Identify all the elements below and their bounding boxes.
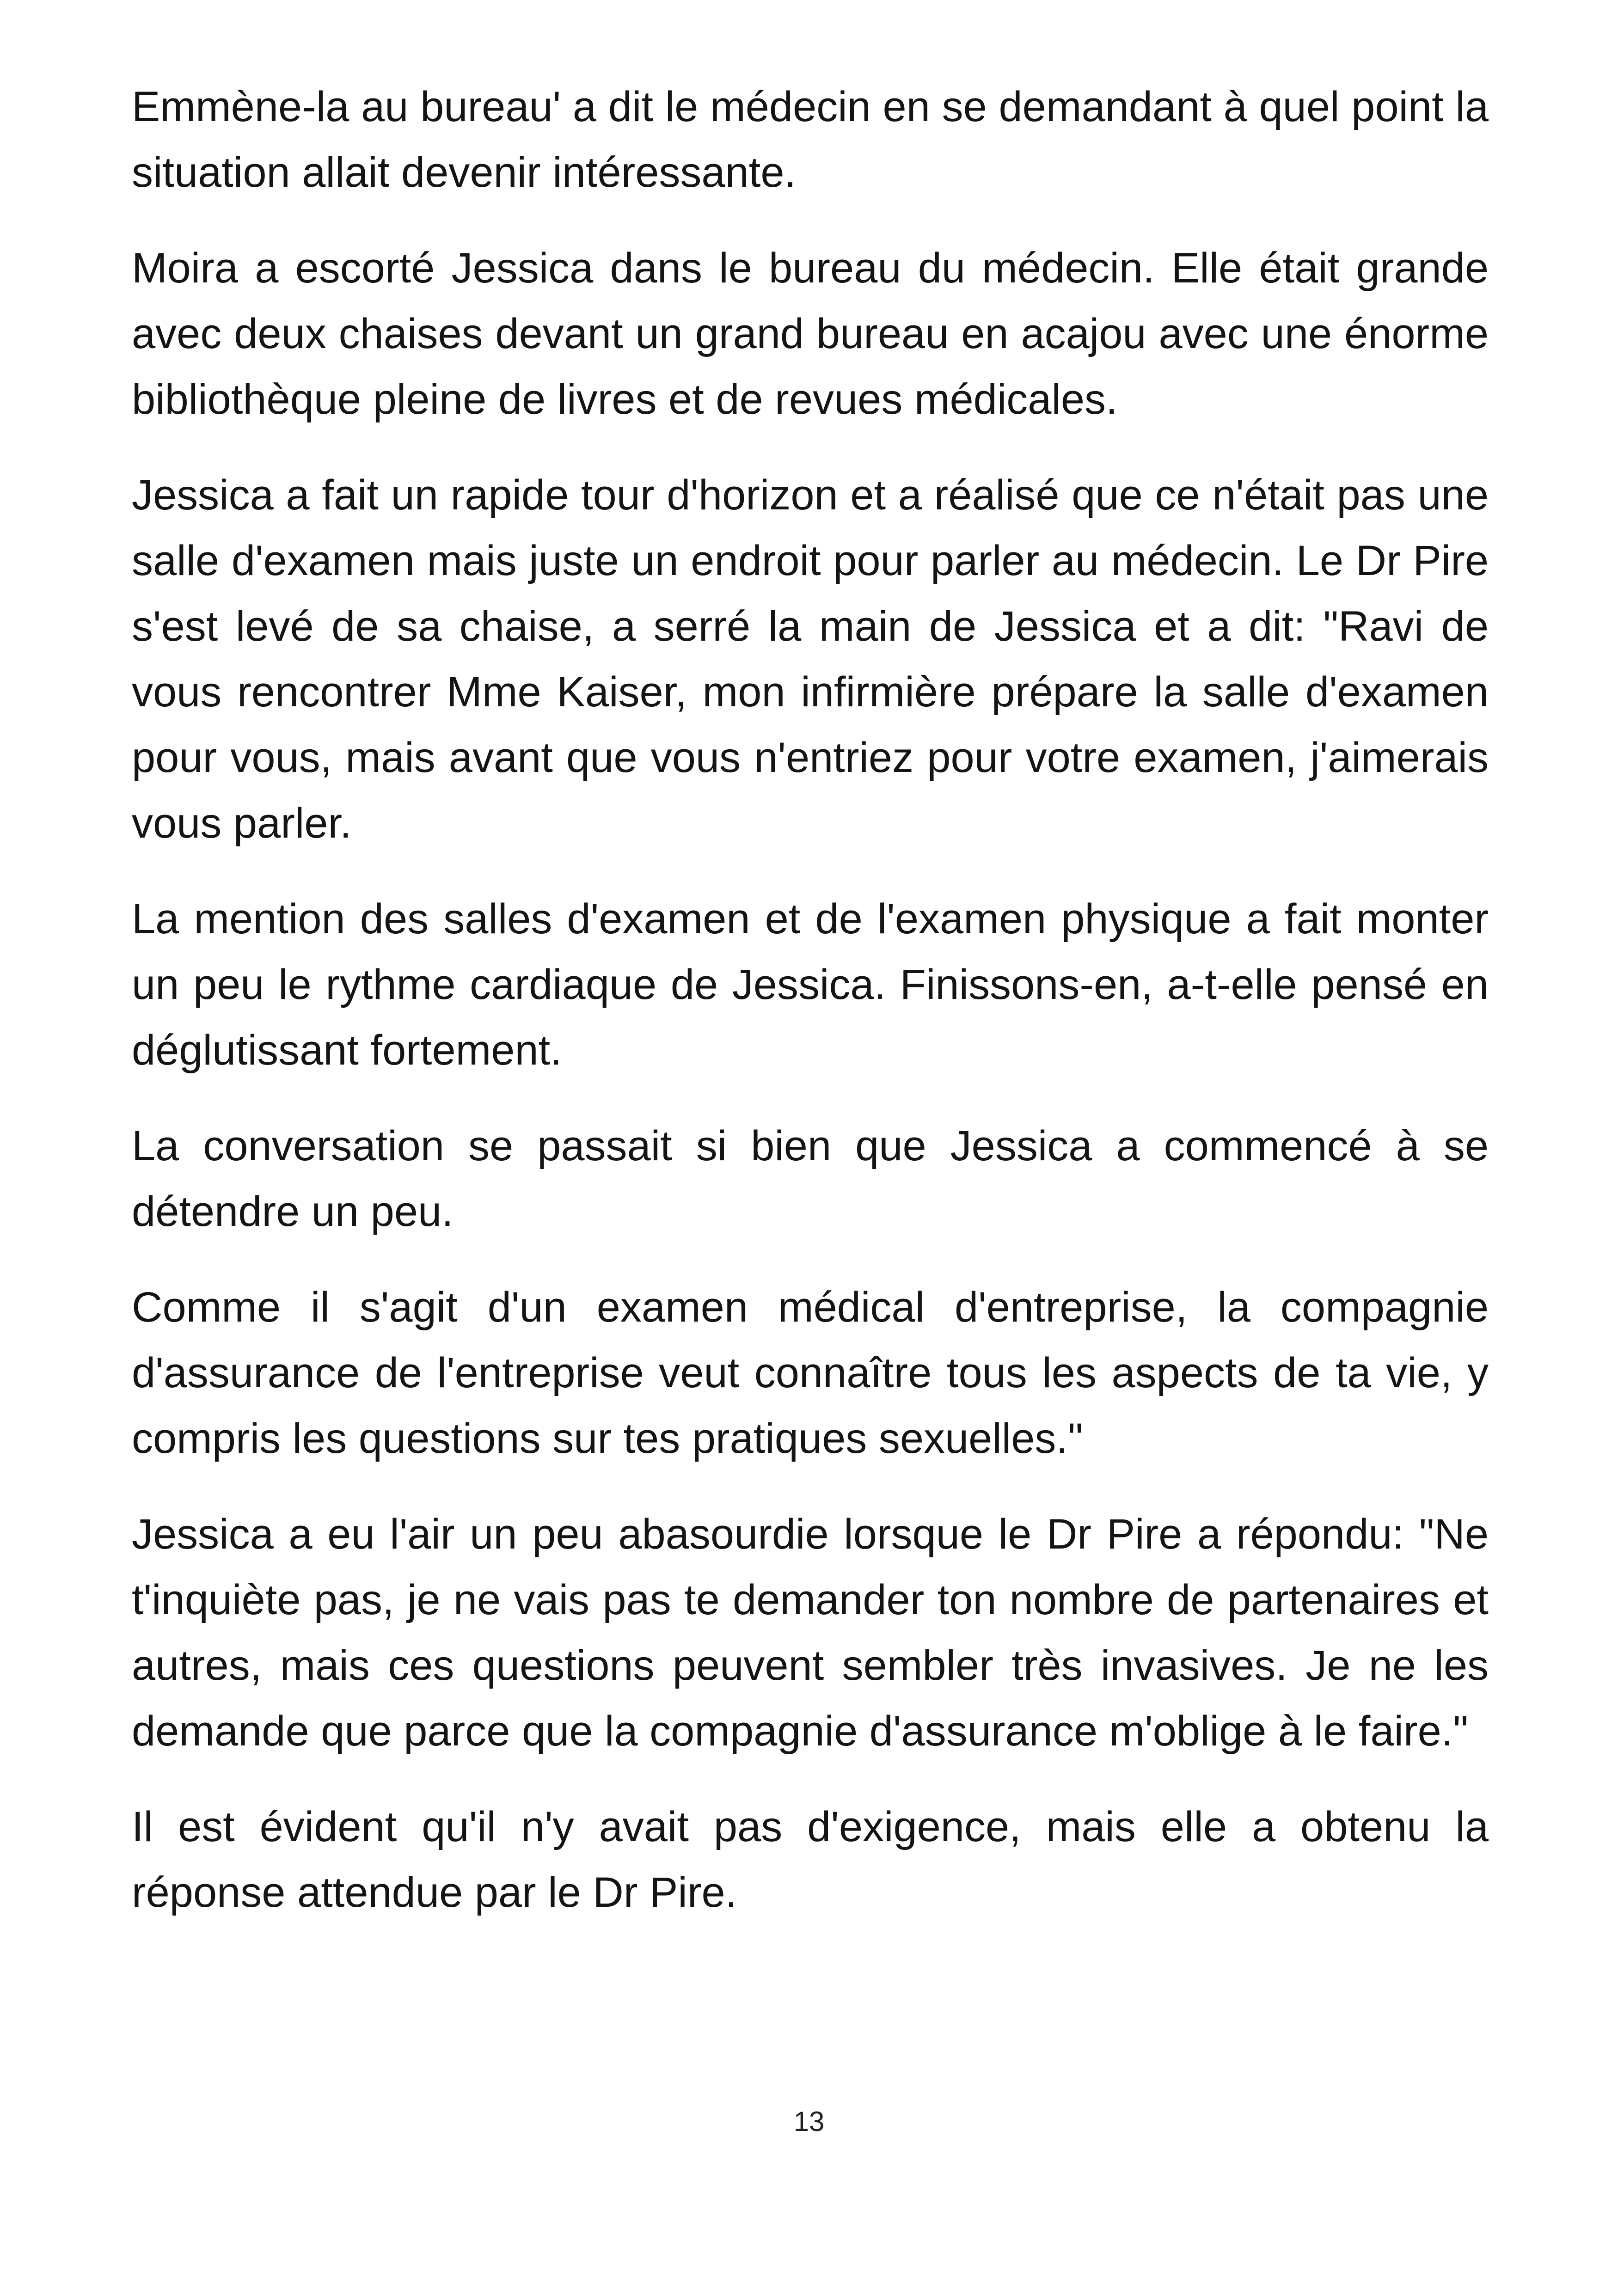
paragraph: La conversation se passait si bien que Jessica a commencé à se détendre un peu. [132, 1122, 1489, 1235]
paragraph: Jessica a fait un rapide tour d'horizon et a réalisé que ce n'était pas une salle d'examen mais juste un endroit pour parler au médecin. Le Dr Pire s'est levé de sa chaise, a serré la main de Jessica et a dit: "Ravi de vous rencontrer Mme Kaiser, mon infirmière prépare la salle d'examen pour vous, mais avant que vous n'entriez pour votre examen, j'aimerais vous parler. [132, 471, 1489, 847]
paragraph: La mention des salles d'examen et de l'examen physique a fait monter un peu le rythme cardiaque de Jessica. Finissons-en, a-t-elle pensé en déglutissant fortement. [132, 895, 1489, 1074]
paragraph: Emmène-la au bureau' a dit le médecin en se demandant à quel point la situation allait devenir intéressante. [132, 83, 1489, 196]
paragraph: Moira a escorté Jessica dans le bureau du médecin. Elle était grande avec deux chaises devant un grand bureau en acajou avec une énorme bibliothèque pleine de livres et de revues médicales. [132, 245, 1489, 423]
document-body [132, 74, 1489, 1955]
page-number: 13 [793, 2106, 825, 2137]
paragraph: Comme il s'agit d'un examen médical d'entreprise, la compagnie d'assurance de l'entreprise veut connaître tous les aspects de ta vie, y compris les questions sur tes pratiques sexuelles." [132, 1284, 1489, 1462]
paragraph: Jessica a eu l'air un peu abasourdie lorsque le Dr Pire a répondu: "Ne t'inquiète pas, je ne vais pas te demander ton nombre de partenaires et autres, mais ces questions peuvent sembler très invasives. Je ne les demande que parce que la compagnie d'assurance m'oblige à le faire." [132, 1511, 1489, 1755]
paragraph: Il est évident qu'il n'y avait pas d'exigence, mais elle a obtenu la réponse attendue par le Dr Pire. [132, 1803, 1489, 1916]
